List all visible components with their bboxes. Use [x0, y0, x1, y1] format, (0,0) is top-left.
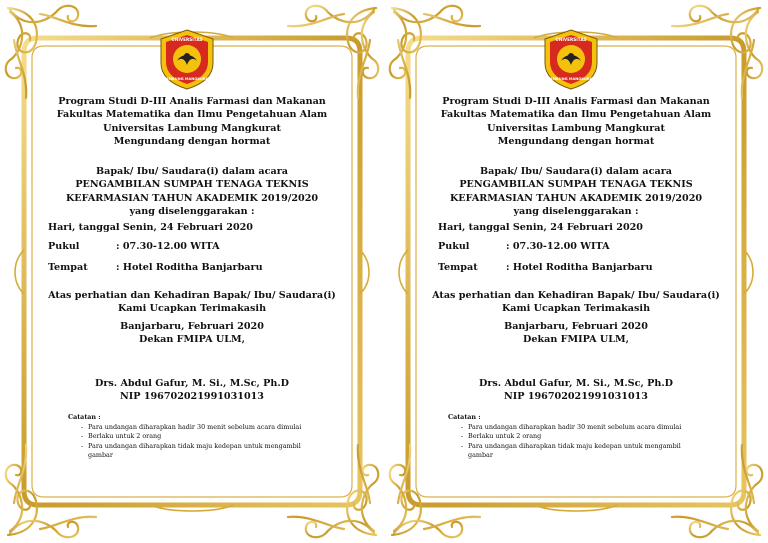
event-line: yang diselenggarakan : — [129, 206, 255, 218]
signatory-block — [0, 377, 384, 404]
thanks-line: Atas perhatian dan Kehadiran Bapak/ Ibu/ Saudara(i) — [432, 290, 720, 301]
signoff-line: Banjarbaru, Februari 2020 — [504, 321, 648, 332]
detail-label: Hari, tanggal — [48, 222, 120, 233]
detail-value: : 07.30-12.00 WITA — [116, 241, 220, 252]
detail-date — [48, 222, 253, 233]
detail-label: Hari, tanggal — [438, 222, 510, 233]
event-line: Bapak/ Ibu/ Saudara(i) dalam acara — [96, 166, 288, 177]
svg-text:LAMBUNG MANGKURAT: LAMBUNG MANGKURAT — [547, 77, 595, 81]
signoff-line: Dekan FMIPA ULM, — [523, 334, 629, 346]
header-block — [384, 95, 768, 149]
thanks-line: Atas perhatian dan Kehadiran Bapak/ Ibu/ Saudara(i) — [48, 290, 336, 301]
thanks-line: Kami Ucapkan Terimakasih — [117, 303, 267, 315]
detail-value: : Senin, 24 Februari 2020 — [506, 222, 643, 233]
university-seal-icon — [155, 27, 219, 91]
header-line: Program Studi D-III Analis Farmasi dan Makanan — [58, 96, 326, 107]
notes-list — [68, 423, 318, 460]
header-line: Program Studi D-III Analis Farmasi dan Makanan — [442, 96, 710, 107]
note-item: - Berlaku untuk 2 orang — [82, 432, 318, 441]
signatory-nip: NIP 196702021991031013 — [120, 391, 264, 403]
detail-time — [48, 241, 220, 252]
note-item: - Para undangan diharapkan tidak maju kedepan untuk mengambil gambar — [82, 442, 318, 460]
header-line: Mengundang dengan hormat — [497, 136, 655, 148]
thanks-block — [0, 289, 384, 316]
detail-label: Pukul — [438, 241, 470, 252]
header-line: Fakultas Matematika dan Ilmu Pengetahuan Alam — [56, 109, 328, 121]
detail-label: Tempat — [48, 262, 88, 273]
notes-list — [448, 423, 698, 460]
detail-time — [438, 241, 610, 252]
notes-block — [448, 413, 698, 460]
event-line: Bapak/ Ibu/ Saudara(i) dalam acara — [480, 166, 672, 177]
note-item: - Para undangan diharapkan hadir 30 menit sebelum acara dimulai — [462, 423, 698, 432]
signatory-block — [384, 377, 768, 404]
detail-value: : 07.30-12.00 WITA — [506, 241, 610, 252]
header-line: Fakultas Matematika dan Ilmu Pengetahuan Alam — [440, 109, 712, 121]
event-line: KEFARMASIAN TAHUN AKADEMIK 2019/2020 — [449, 192, 703, 204]
signoff-line: Dekan FMIPA ULM, — [139, 334, 245, 346]
svg-text:UNIVERSITAS: UNIVERSITAS — [171, 37, 203, 42]
signatory-name: Drs. Abdul Gafur, M. Si., M.Sc, Ph.D — [479, 378, 673, 389]
event-block — [384, 165, 768, 219]
signoff-line: Banjarbaru, Februari 2020 — [120, 321, 264, 332]
detail-value: : Senin, 24 Februari 2020 — [116, 222, 253, 233]
header-line: Universitas Lambung Mangkurat — [487, 122, 665, 134]
header-line: Universitas Lambung Mangkurat — [103, 122, 281, 134]
detail-value: : Hotel Roditha Banjarbaru — [506, 262, 653, 273]
detail-label: Tempat — [438, 262, 478, 273]
note-item: - Berlaku untuk 2 orang — [462, 432, 698, 441]
detail-place — [48, 262, 263, 273]
notes-block — [68, 413, 318, 460]
detail-date — [438, 222, 643, 233]
event-block — [0, 165, 384, 219]
signatory-nip: NIP 196702021991031013 — [504, 391, 648, 403]
detail-value: : Hotel Roditha Banjarbaru — [116, 262, 263, 273]
svg-text:UNIVERSITAS: UNIVERSITAS — [555, 37, 587, 42]
notes-title: Catatan : — [448, 413, 481, 421]
note-item: - Para undangan diharapkan hadir 30 menit sebelum acara dimulai — [82, 423, 318, 432]
detail-label: Pukul — [48, 241, 80, 252]
note-item: - Para undangan diharapkan tidak maju kedepan untuk mengambil gambar — [462, 442, 698, 460]
signatory-name: Drs. Abdul Gafur, M. Si., M.Sc, Ph.D — [95, 378, 289, 389]
notes-title: Catatan : — [68, 413, 101, 421]
event-line: yang diselenggarakan : — [513, 206, 639, 218]
event-line: PENGAMBILAN SUMPAH TENAGA TEKNIS — [459, 179, 693, 191]
header-line: Mengundang dengan hormat — [113, 136, 271, 148]
thanks-block — [384, 289, 768, 316]
university-seal-icon — [539, 27, 603, 91]
event-line: KEFARMASIAN TAHUN AKADEMIK 2019/2020 — [65, 192, 319, 204]
invitation-card — [384, 0, 768, 543]
signoff-block — [384, 320, 768, 347]
signoff-block — [0, 320, 384, 347]
detail-place — [438, 262, 653, 273]
event-line: PENGAMBILAN SUMPAH TENAGA TEKNIS — [75, 179, 309, 191]
svg-text:LAMBUNG MANGKURAT: LAMBUNG MANGKURAT — [163, 77, 211, 81]
header-block — [0, 95, 384, 149]
thanks-line: Kami Ucapkan Terimakasih — [501, 303, 651, 315]
